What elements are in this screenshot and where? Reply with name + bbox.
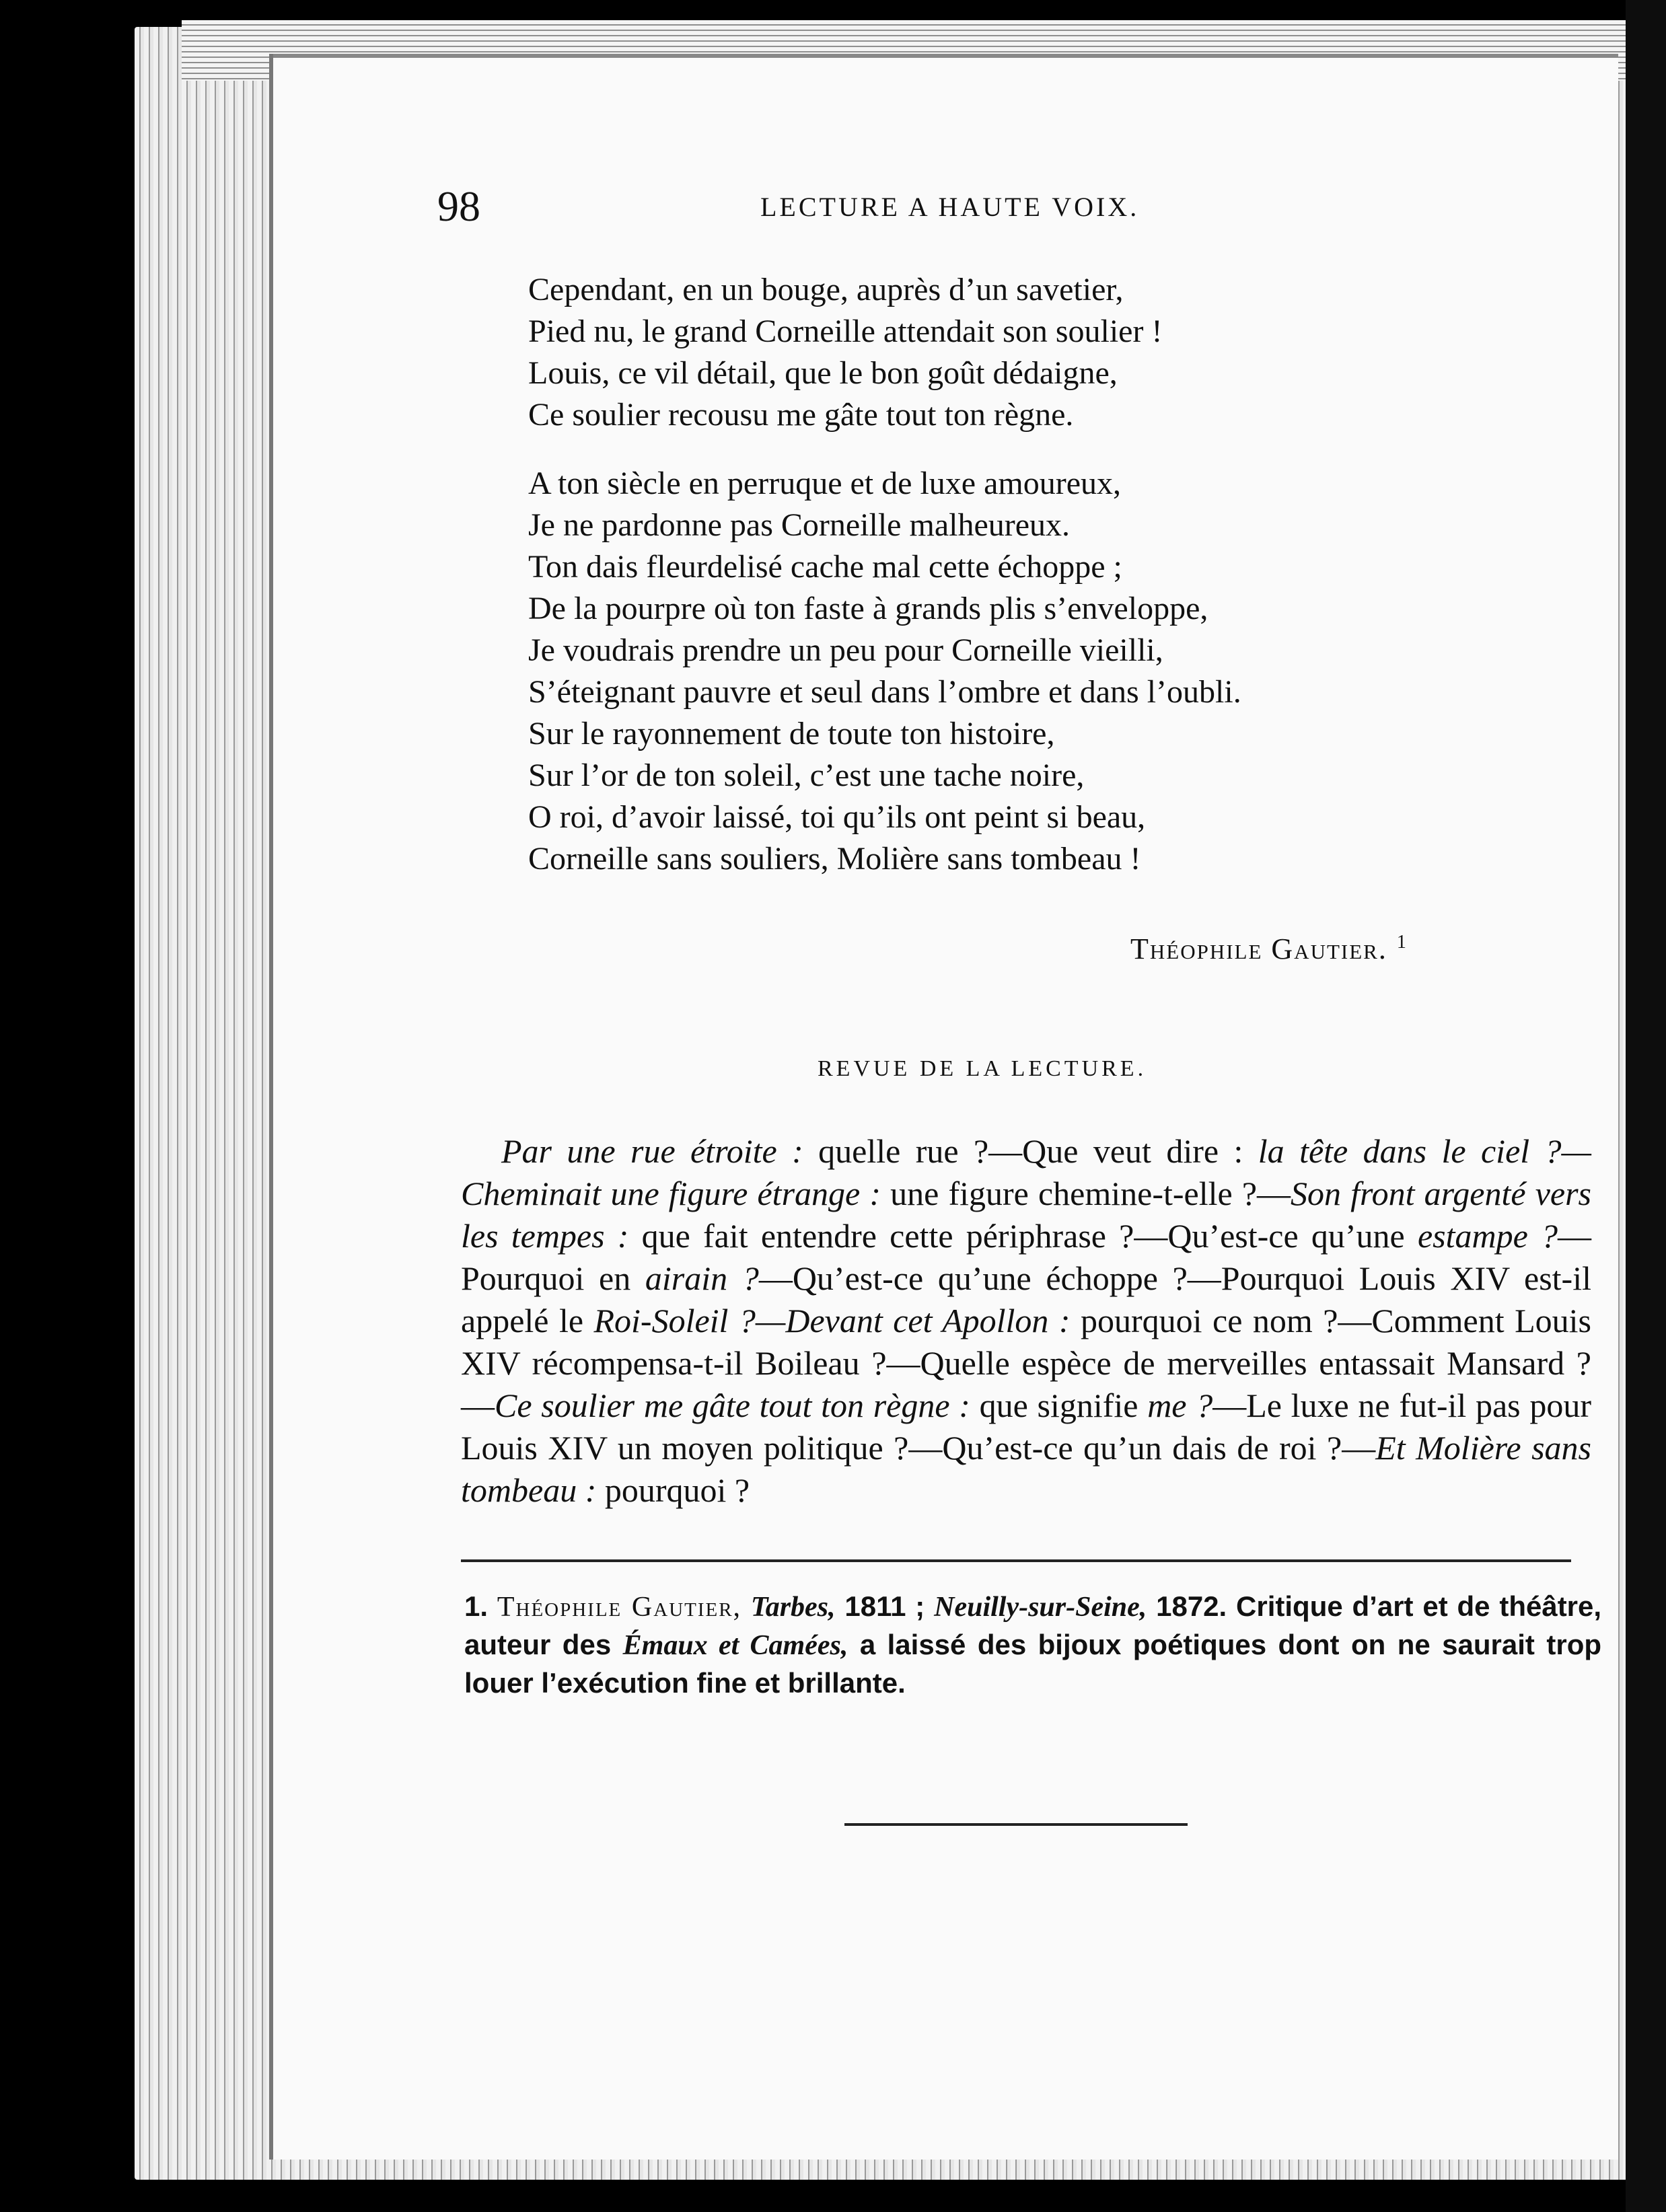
end-rule [844,1823,1188,1826]
review-quote: Roi-Soleil ?—Devant cet Apollon : [593,1302,1071,1339]
footnote-deathplace: Neuilly-sur-Seine, [934,1592,1147,1623]
review-quote: me ? [1147,1387,1213,1424]
review-text: —Le luxe ne fut-il pas pour Louis XIV un moyen politique ?—Qu’est-ce qu’un dais de roi ?— [461,1387,1591,1467]
footnote-birth-year: 1811 ; [844,1590,925,1622]
poem-line: Corneille sans souliers, Molière sans tombeau ! [528,841,1141,877]
poem-line: Ce soulier recousu me gâte tout ton règne. [528,397,1074,433]
poem [528,269,1537,880]
running-head: LECTURE A HAUTE VOIX. [760,192,1140,222]
poem-line: Ton dais fleurdelisé cache mal cette échoppe ; [528,549,1122,585]
footnote-divider [461,1559,1571,1562]
poem-line: Louis, ce vil détail, que le bon goût dédaigne, [528,355,1118,391]
review-text: que signifie [970,1387,1148,1424]
poem-stanza-1 [528,269,1537,436]
footnote-death-year: 1872. [1156,1590,1227,1622]
review-text: —Pourquoi en [461,1217,1591,1297]
footnote [464,1588,1601,1702]
author-name: Théophile Gautier. [1130,932,1387,965]
footnote-marker: 1 [1396,932,1408,953]
footnote-work-title: Émaux et Camées, [622,1630,848,1661]
poem-line: De la pourpre où ton faste à grands plis s’enveloppe, [528,591,1208,626]
review-text: pourquoi ? [596,1471,750,1509]
review-quote: airain ? [645,1259,759,1297]
footnote-author: Théophile Gautier, [497,1592,742,1623]
review-text: —Qu’est-ce qu’une échoppe ?—Pourquoi Louis XIV est-il appelé le [461,1259,1591,1339]
review-quote: estampe ? [1417,1217,1558,1255]
section-title: REVUE DE LA LECTURE. [818,1056,1147,1081]
review-text: que fait entendre cette périphrase ?—Qu’est-ce qu’une [628,1217,1418,1255]
footnote-number: 1. [464,1590,488,1622]
review-quote: Par une rue étroite : [501,1132,803,1170]
footnote-text: a laissé des bijoux poétiques dont on ne saurait trop louer l’exécution fine et brillante. [464,1629,1601,1699]
poem-line: Sur le rayonnement de toute ton histoire, [528,716,1055,751]
poem-line: Sur l’or de ton soleil, c’est une tache noire, [528,758,1085,793]
footnote-text: Critique d’art et de théâtre, auteur des [464,1590,1602,1660]
review-quote: la tête dans le ciel ?—Cheminait une figure étrange : [461,1132,1592,1212]
review-text: quelle rue ?—Que veut dire : [803,1132,1258,1170]
page-number: 98 [437,182,480,230]
poem-line: A ton siècle en perruque et de luxe amoureux, [528,466,1122,501]
poem-line: Je voudrais prendre un peu pour Corneille vieilli, [528,632,1163,668]
poem-line: Cependant, en un bouge, auprès d’un savetier, [528,272,1124,307]
poem-line: Pied nu, le grand Corneille attendait son soulier ! [528,314,1163,349]
review-questions [461,1130,1591,1512]
review-text: pourquoi ce nom ?—Comment Louis XIV récompensa-t-il Boileau ?—Quelle espèce de merveilles entassait Mansard ?— [461,1302,1591,1424]
poem-stanza-2 [528,463,1537,880]
review-quote: Ce soulier me gâte tout ton règne : [495,1387,970,1424]
review-quote: Son front argenté vers les tempes : [461,1175,1591,1255]
review-quote: Et Molière sans tombeau : [461,1429,1591,1509]
poem-line: S’éteignant pauvre et seul dans l’ombre et dans l’oubli. [528,674,1241,710]
review-text: une figure chemine-t-elle ?— [881,1175,1291,1212]
page-header [437,182,1366,235]
poem-line: Je ne pardonne pas Corneille malheureux. [528,507,1071,543]
poem-signature [1130,932,1408,966]
poem-line: O roi, d’avoir laissé, toi qu’ils ont peint si beau, [528,799,1146,835]
dark-background-edge [1626,0,1666,2212]
footnote-birthplace: Tarbes, [750,1592,836,1623]
